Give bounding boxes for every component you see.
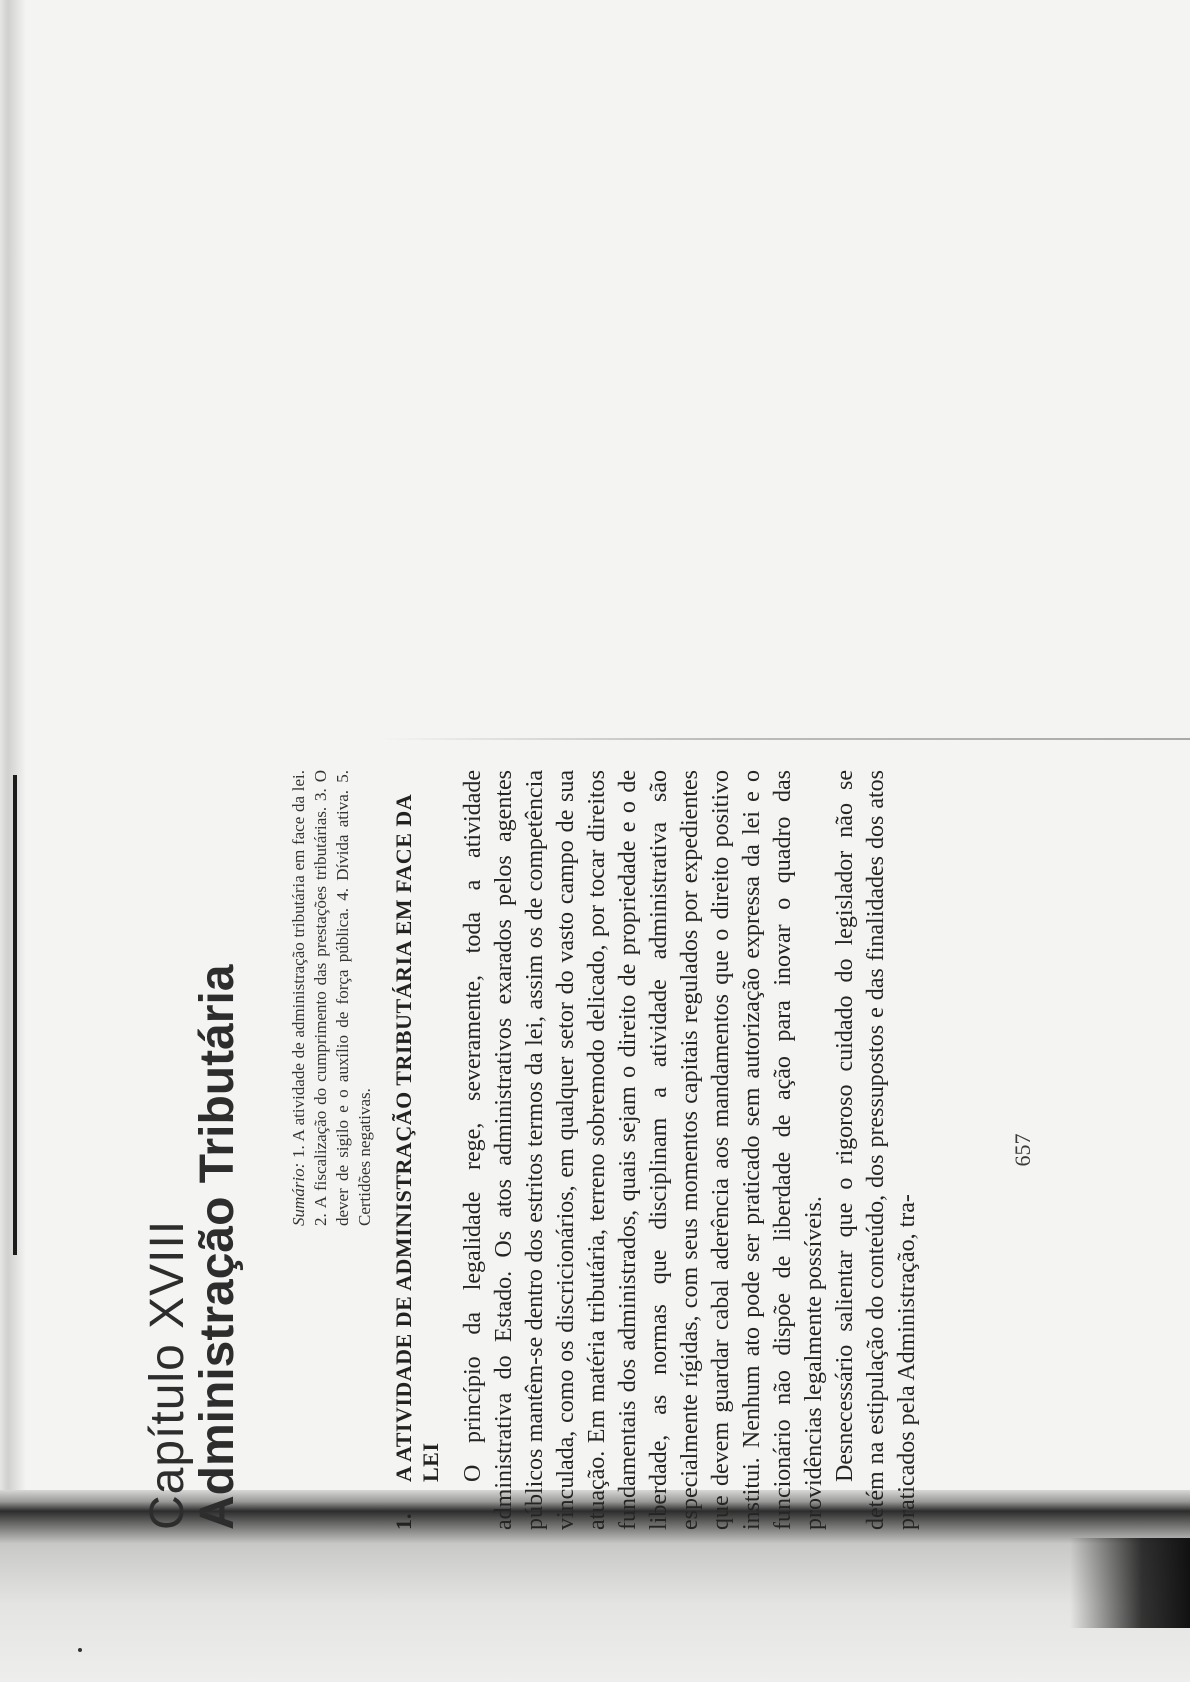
- chapter-summary: [288, 770, 376, 1226]
- page-fold-line: [380, 738, 1190, 740]
- page-number: 657: [1010, 1133, 1035, 1167]
- margin-rule: [13, 775, 17, 1255]
- chapter-number: Capítulo XVIII: [141, 1219, 194, 1530]
- section-title: A ATIVIDADE DE ADMINISTRAÇÃO TRIBUTÁRIA EM FACE DA LEI: [391, 795, 443, 1482]
- body-text: [458, 770, 923, 1530]
- summary-label: Sumário:: [289, 1162, 308, 1226]
- chapter-title: Administração Tributária: [191, 964, 244, 1530]
- summary-text: 1. A atividade de administração tributária em face da lei. 2. A fiscalização do cumprimento das prestações tributárias. 3. O dever de sigilo e o auxílio de força pública. 4. Dívida ativa. 5. Certidões negativas.: [289, 770, 374, 1226]
- rotated-page-content: [140, 770, 1040, 1530]
- section-number: 1.: [391, 1513, 416, 1530]
- book-spine-dark-corner: [1070, 1538, 1190, 1628]
- section-heading: [390, 770, 444, 1530]
- paragraph: O princípio da legalidade rege, severamente, toda a atividade administrativa do Estado. Os atos administrativos exarados pelos agentes públicos mantêm-se dentro dos estritos termos da lei, assim os de competência vinculada, como os discricionários, em qualquer setor do vasto campo de sua atuação. Em matéria tributária, terreno sobremodo delicado, por tocar direitos fundamentais dos administrados, quais sejam o direito de propriedade e o de liberdade, as normas que disciplinam a atividade administrativa são especialmente rígidas, com seus momentos capitais regulados por expedientes que devem guardar cabal aderência aos mandamentos que o direito positivo institui. Nenhum ato pode ser praticado sem autorização expressa da lei e o funcionário não dispõe de liberdade de ação para inovar o quadro das providências legalmente possíveis.: [460, 770, 827, 1530]
- scan-speck: [78, 1648, 82, 1652]
- paragraph: Desnecessário salientar que o rigoroso cuidado do legislador não se detém na estipulação do conteúdo, dos pressupostos e das finalidades dos atos praticados pela Administração, tra-: [832, 770, 920, 1530]
